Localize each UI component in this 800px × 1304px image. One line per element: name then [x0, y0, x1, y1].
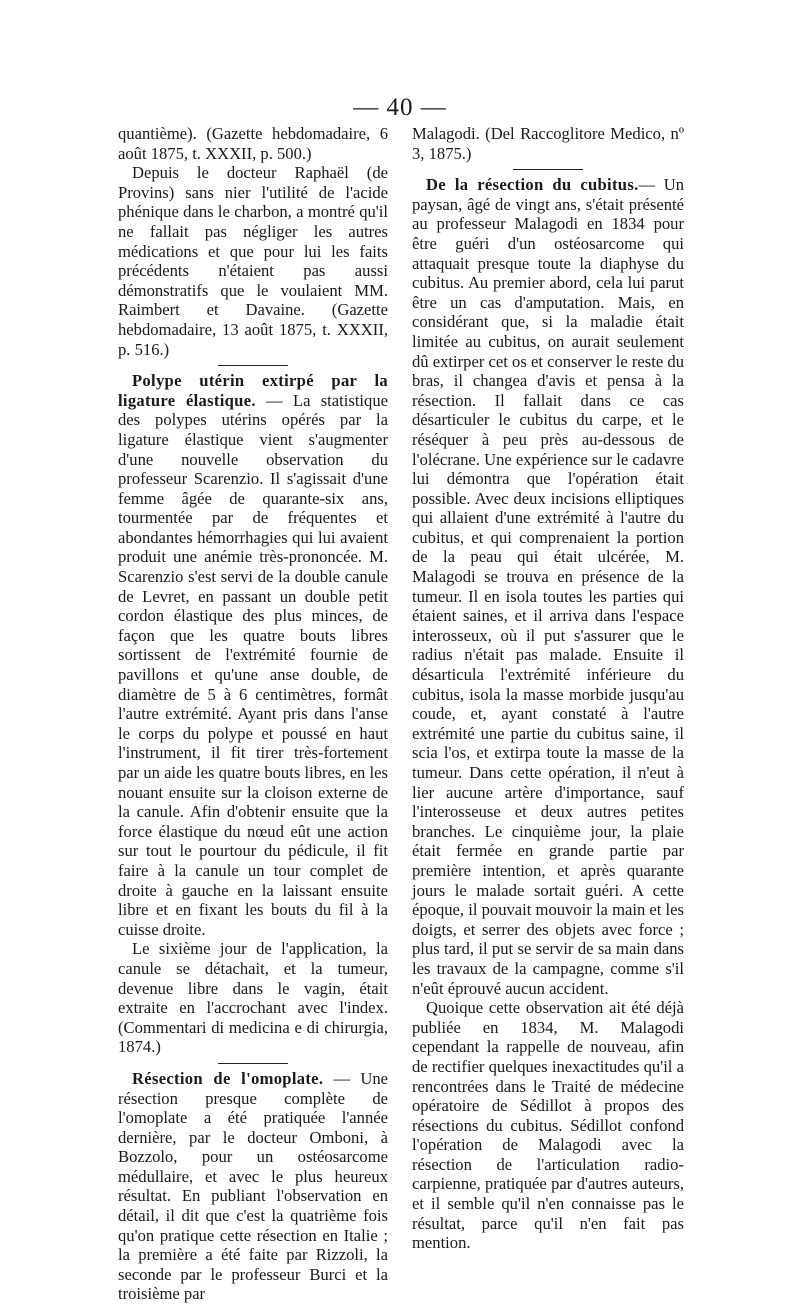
section-omoplate — [118, 1069, 388, 1304]
section-heading: Résection de l'omoplate. — [132, 1068, 324, 1088]
section-divider — [218, 365, 288, 366]
page-number: — 40 — — [353, 94, 447, 121]
paragraph: Depuis le docteur Raphaël (de Provins) sans nier l'utilité de l'acide phénique dans le charbon, a montré qu'il ne fallait pas négliger les autres médications et que pour lui les faits précédents n'étaient pas aussi démonstratifs que le voulaient MM. Raimbert et Davaine. (Gazette hebdomadaire, 13 août 1875, t. XXXII, p. 516.) — [118, 163, 388, 359]
left-column — [118, 124, 388, 1304]
paragraph: Quoique cette observation ait été déjà publiée en 1834, M. Malagodi cependant la rappelle de nouveau, afin de rectifier quelques inexactitudes qu'il a rencontrées dans le Traité de médecine opératoire de Sédillot à propos des résections du cubitus. Sédillot confond l'opération de Malagodi avec la résection de l'articulation radio-carpienne, pratiquée par d'autres auteurs, et il semble qu'il n'en connaisse pas le résultat, parce qu'il n'en fait pas mention. — [412, 998, 684, 1253]
paragraph: quantième). (Gazette hebdomadaire, 6 août 1875, t. XXXII, p. 500.) — [118, 124, 388, 163]
section-text: — Un paysan, âgé de vingt ans, s'était présenté au professeur Malagodi en 1834 pour être guéri d'un ostéosarcome qui attaquait presque toute la diaphyse du cubitus. Au premier abord, cela lui parut être un cas d'amputation. Mais, en considérant que, si la maladie était limitée au cubitus, on aurait seulement dû extirper cet os et conserver le reste du bras, il changea d'avis et pensa à la résection. Il fallait dans ce cas désarticuler le cubitus du carpe, et le réséquer à peu près au-dessous de l'olécrane. Une expérience sur le cadavre lui démontra que l'opération était possible. Avec deux incisions elliptiques qui allaient d'une extrémité à l'autre du cubitus, et qui comprenaient la portion de la peau qui était ulcérée, M. Malagodi se trouva en présence de la tumeur. Il en isola toutes les parties qui étaient saines, et il arriva dans l'espace interosseux, où il put s'assurer que le radius n'était pas malade. Ensuite il désarticula l'extrémité inférieure du cubitus, isola la masse morbide jusqu'au coude, et, ayant constaté à l'autre extrémité une partie du cubitus saine, il scia l'os, et extirpa toute la masse de la tumeur. Dans cette opération, il n'eut à lier aucune artère d'importance, sauf l'interosseuse et deux autres petites branches. Le cinquième jour, la plaie était fermée en grande partie par première intention, et après quarante jours le malade sortait guéri. A cette époque, il pouvait mouvoir la main et les doigts, et serrer des objets avec force ; plus tard, il put se servir de sa main dans les travaux de la campagne, comme s'il n'eût éprouvé aucun accident. — [412, 175, 685, 998]
section-text: — Une résection presque complète de l'omoplate a été pratiquée l'année dernière, par le docteur Omboni, à Bozzolo, pour un ostéosarcome médullaire, et avec le plus heureux résultat. En publiant l'observation en détail, il dit que c'est la quatrième fois qu'on pratique cette résection en Italie ; la première a été faite par Rizzoli, la seconde par le professeur Burci et la troisième par — [118, 1068, 388, 1304]
section-text: — La statistique des polypes utérins opérés par la ligature élastique vient s'augmenter d'une nouvelle observation du professeur Scarenzio. Il s'agissait d'une femme âgée de quarante-six ans, tourmentée par de fréquentes et abondantes hémorrhagies qui lui avaient produit une anémie très-prononcée. M. Scarenzio s'est servi de la double canule de Levret, en passant un double petit cordon élastique des plus minces, de façon que les quatre bouts libres sortissent de l'extrémité fournie de pavillons et qu'une anse double, de diamètre de 5 à 6 centimètres, formât l'autre extrémité. Ayant pris dans l'anse le corps du polype et poussé en haut l'instrument, il fit tirer très-fortement par un aide les quatre bouts libres, en les nouant ensuite sur la cloison externe de la canule. Afin d'obtenir ensuite que la force élastique du nœud eût une action sur tout le pourtour du pédicule, il fit faire à la canule un tour complet de droite à gauche en la laissant ensuite libre et en fixant les bouts du fil à la cuisse droite. — [118, 390, 388, 939]
right-column — [412, 124, 684, 1253]
section-heading: Polype utérin extirpé par la ligature élastique. — [118, 371, 388, 410]
section-divider — [218, 1063, 288, 1064]
section-polype — [118, 371, 388, 939]
paragraph: Le sixième jour de l'application, la canule se détachait, et la tumeur, devenue libre dans le vagin, était extraite en l'accrochant avec l'index. (Commentari di medicina e di chirurgia, 1874.) — [118, 939, 388, 1057]
section-divider — [513, 169, 583, 170]
paragraph: Malagodi. (Del Raccoglitore Medico, nº 3, 1875.) — [412, 124, 684, 163]
section-heading: De la résection du cubitus. — [426, 175, 639, 195]
section-cubitus — [412, 175, 684, 998]
